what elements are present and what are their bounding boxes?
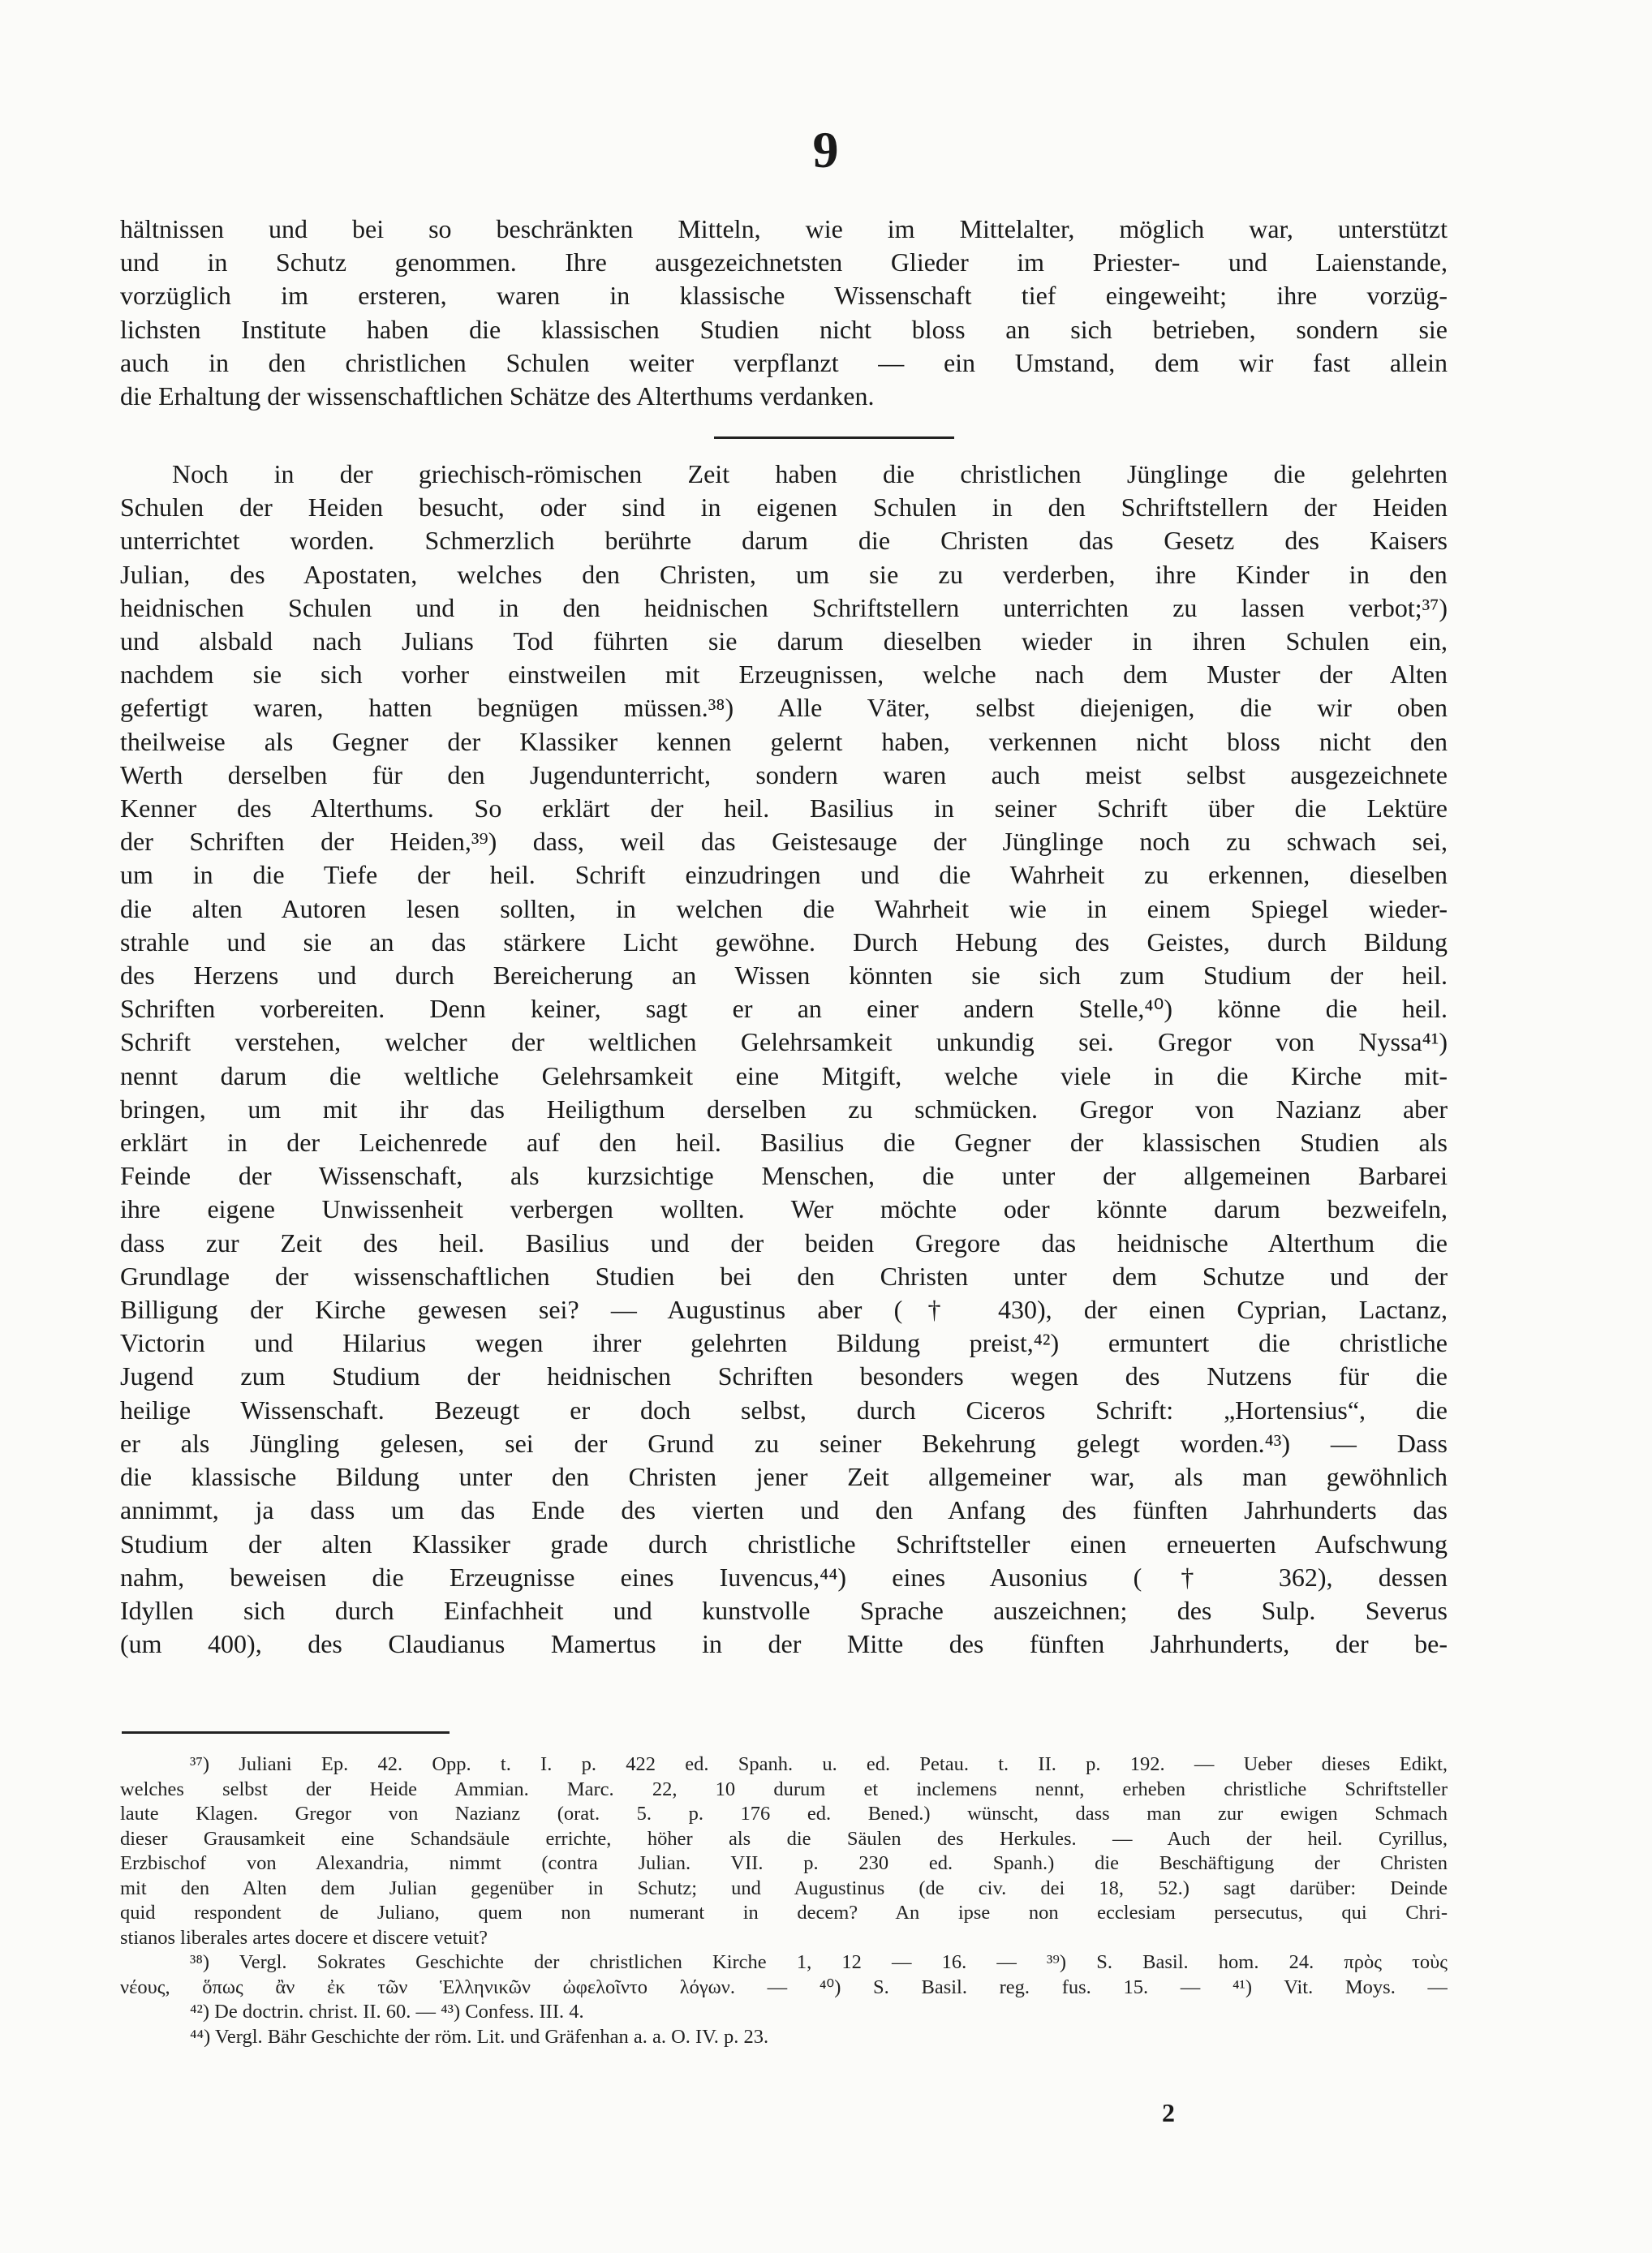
text-line: unterrichtet worden. Schmerzlich berührte darum die Christen das Gesetz des Kaisers (120, 526, 1448, 556)
text-line: theilweise als Gegner der Klassiker kennen gelernt haben, verkennen nicht bloss nicht den (120, 726, 1448, 756)
footnote-line: ³⁷) Juliani Ep. 42. Opp. t. I. p. 422 ed. Spanh. u. ed. Petau. t. II. p. 192. — Ueber dieses Edikt, (190, 1753, 1448, 1775)
printer-signature: 2 (1162, 2098, 1175, 2127)
text-line: strahle und sie an das stärkere Licht gewöhne. Durch Hebung des Geistes, durch Bildung (120, 927, 1448, 957)
footnote-line: welches selbst der Heide Ammian. Marc. 22, 10 durum et inclemens nennt, erheben christliche Schriftsteller (120, 1778, 1448, 1800)
text-line: des Herzens und durch Bereicherung an Wissen könnten sie sich zum Studium der heil. (120, 961, 1448, 991)
text-line: Schrift verstehen, welcher der weltlichen Gelehrsamkeit unkundig sei. Gregor von Nyssa⁴¹) (120, 1027, 1448, 1057)
text-line: Jugend zum Studium der heidnischen Schriften besonders wegen des Nutzens für die (120, 1361, 1448, 1391)
text-line: hältnissen und bei so beschränkten Mitteln, wie im Mittelalter, möglich war, unterstützt (120, 214, 1448, 243)
text-line: Schriften vorbereiten. Denn keiner, sagt er an einer andern Stelle,⁴⁰) könne die heil. (120, 994, 1448, 1024)
paragraph-continuation (120, 213, 1448, 413)
text-line: nachdem sie sich vorher einstweilen mit Erzeugnissen, welche nach dem Muster der Alten (120, 660, 1448, 690)
text-line: und in Schutz genommen. Ihre ausgezeichnetsten Glieder im Priester- und Laienstande, (120, 247, 1448, 277)
footnote-line: ⁴²) De doctrin. christ. II. 60. — ⁴³) Confess. III. 4. (190, 2001, 584, 2023)
text-line: heilige Wissenschaft. Bezeugt er doch selbst, durch Ciceros Schrift: „Hortensius“, die (120, 1395, 1448, 1425)
text-line: Idyllen sich durch Einfachheit und kunstvolle Sprache auszeichnen; des Sulp. Severus (120, 1595, 1448, 1625)
text-line: Noch in der griechisch-römischen Zeit haben die christlichen Jünglinge die gelehrten (172, 459, 1448, 488)
text-line: um in die Tiefe der heil. Schrift einzudringen und die Wahrheit zu erkennen, dieselben (120, 860, 1448, 890)
footnote-line: ³⁸) Vergl. Sokrates Geschichte der christlichen Kirche 1, 12 — 16. — ³⁹) S. Basil. hom. 24. πρὸς τοὺς (190, 1951, 1448, 1973)
text-line: heidnischen Schulen und in den heidnischen Schriftstellern unterrichten zu lassen verbot;³⁷) (120, 592, 1448, 622)
text-line: annimmt, ja dass um das Ende des vierten und den Anfang des fünften Jahrhunderts das (120, 1495, 1448, 1525)
text-line: und alsbald nach Julians Tod führten sie darum dieselben wieder in ihren Schulen ein, (120, 626, 1448, 656)
footnote-line: νέους, ὅπως ἂν ἐκ τῶν Ἑλληνικῶν ὠφελοῖντο λόγων. — ⁴⁰) S. Basil. reg. fus. 15. — ⁴¹) Vit. Moys. — (120, 1976, 1448, 1998)
text-line: Feinde der Wissenschaft, als kurzsichtige Menschen, die unter der allgemeinen Barbarei (120, 1161, 1448, 1191)
text-line: der Schriften der Heiden,³⁹) dass, weil das Geistesauge der Jünglinge noch zu schwach sei, (120, 827, 1448, 857)
text-line: er als Jüngling gelesen, sei der Grund zu seiner Bekehrung gelegt worden.⁴³) — Dass (120, 1428, 1448, 1458)
footnote-line: laute Klagen. Gregor von Nazianz (orat. 5. p. 176 ed. Bened.) wünscht, dass man zur ewigen Schmach (120, 1803, 1448, 1825)
footnote-line: dieser Grausamkeit eine Schandsäule errichte, höher als die Säulen des Herkules. — Auch der heil. Cyrillus, (120, 1827, 1448, 1850)
text-line: Kenner des Alterthums. So erklärt der heil. Basilius in seiner Schrift über die Lektüre (120, 793, 1448, 823)
text-line: ihre eigene Unwissenheit verbergen wollten. Wer möchte oder könnte darum bezweifeln, (120, 1194, 1448, 1224)
text-line: nennt darum die weltliche Gelehrsamkeit eine Mitgift, welche viele in die Kirche mit- (120, 1060, 1448, 1090)
paragraph-main (120, 458, 1448, 1661)
footnote-line: quid respondent de Juliano, quem non numerant in decem? An ipse non ecclesiam persecutus, qui Chri- (120, 1902, 1448, 1924)
text-line: Billigung der Kirche gewesen sei? — Augustinus aber († 430), der einen Cyprian, Lactanz, (120, 1295, 1448, 1325)
footnote-line: Erzbischof von Alexandria, nimmt (contra Julian. VII. p. 230 ed. Spanh.) die Beschäftigung der Christen (120, 1852, 1448, 1874)
text-line: auch in den christlichen Schulen weiter verpflanzt — ein Umstand, dem wir fast allein (120, 347, 1448, 377)
text-line: bringen, um mit ihr das Heiligthum derselben zu schmücken. Gregor von Nazianz aber (120, 1094, 1448, 1124)
text-line: Studium der alten Klassiker grade durch christliche Schriftsteller einen erneuerten Aufschwung (120, 1529, 1448, 1559)
text-line: Julian, des Apostaten, welches den Christen, um sie zu verderben, ihre Kinder in den (120, 559, 1448, 589)
text-line: nahm, beweisen die Erzeugnisse eines Iuvencus,⁴⁴) eines Ausonius († 362), dessen (120, 1562, 1448, 1592)
page-number: 9 (812, 121, 840, 178)
text-line: lichsten Institute haben die klassischen Studien nicht bloss an sich betrieben, sondern sie (120, 314, 1448, 344)
text-line: dass zur Zeit des heil. Basilius und der beiden Gregore das heidnische Alterthum die (120, 1228, 1448, 1258)
footnote-line: mit den Alten dem Julian gegenüber in Schutz; und Augustinus (de civ. dei 18, 52.) sagt darüber: Deinde (120, 1877, 1448, 1899)
text-line: Grundlage der wissenschaftlichen Studien bei den Christen unter dem Schutze und der (120, 1261, 1448, 1291)
text-line: die alten Autoren lesen sollten, in welchen die Wahrheit wie in einem Spiegel wieder- (120, 893, 1448, 923)
text-line: die klassische Bildung unter den Christen jener Zeit allgemeiner war, als man gewöhnlich (120, 1462, 1448, 1492)
footnote-rule (122, 1731, 450, 1734)
footnote-line: stianos liberales artes docere et discere vetuit? (120, 1926, 488, 1949)
text-line: vorzüglich im ersteren, waren in klassische Wissenschaft tief eingeweiht; ihre vorzüg- (120, 281, 1448, 311)
text-line: Schulen der Heiden besucht, oder sind in eigenen Schulen in den Schriftstellern der Heiden (120, 492, 1448, 522)
text-line: (um 400), des Claudianus Mamertus in der Mitte des fünften Jahrhunderts, der be- (120, 1629, 1448, 1659)
section-divider (714, 436, 954, 439)
text-line: Victorin und Hilarius wegen ihrer gelehrten Bildung preist,⁴²) ermuntert die christliche (120, 1328, 1448, 1358)
footnote-line: ⁴⁴) Vergl. Bähr Geschichte der röm. Lit. und Gräfenhan a. a. O. IV. p. 23. (190, 2025, 769, 2048)
footnotes (120, 1752, 1448, 2049)
text-line: Werth derselben für den Jugendunterricht, sondern waren auch meist selbst ausgezeichnete (120, 759, 1448, 789)
text-line: die Erhaltung der wissenschaftlichen Schätze des Alterthums verdanken. (120, 381, 875, 411)
text-line: erklärt in der Leichenrede auf den heil. Basilius die Gegner der klassischen Studien als (120, 1128, 1448, 1158)
text-line: gefertigt waren, hatten begnügen müssen.³⁸) Alle Väter, selbst diejenigen, die wir oben (120, 693, 1448, 723)
